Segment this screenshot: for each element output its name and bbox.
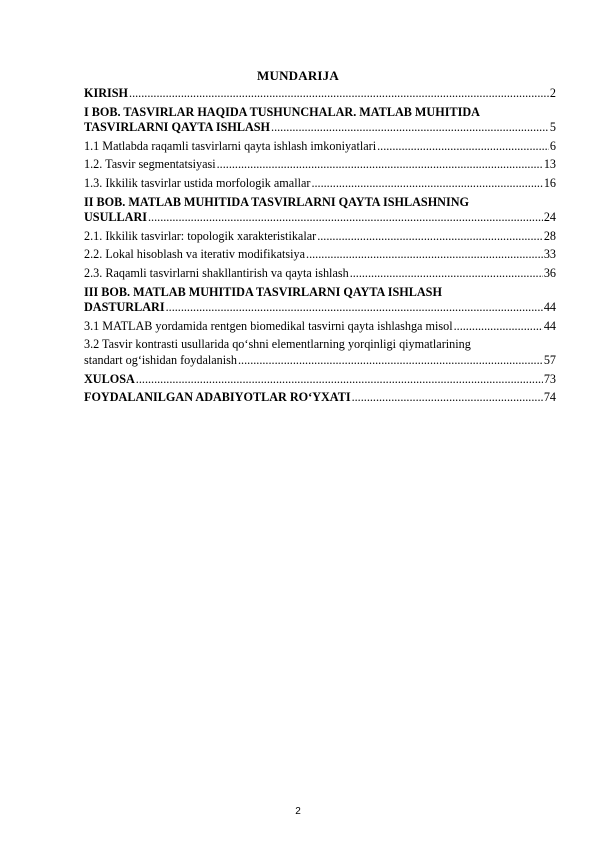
toc-page-number: 16 [543,175,556,190]
toc-page-number: 44 [543,318,556,333]
toc-page-number: 6 [549,138,556,153]
toc-entry-1-2[interactable] [84,157,556,173]
toc-page-number: 13 [543,157,556,172]
toc-entry-1-1[interactable] [84,139,556,155]
toc-page-number: 57 [543,352,556,367]
toc-page-number: 36 [543,265,556,280]
page-number: 2 [295,806,301,817]
dot-leader [148,210,543,226]
toc-entry-text: TASVIRLARNI QAYTA ISHLASH [84,120,271,135]
toc-entry-1-3[interactable] [84,176,556,192]
dot-leader [350,266,543,282]
toc-page-number: 5 [549,120,556,135]
toc-entry-2-2[interactable] [84,247,556,263]
toc-entry-text: 3.1 MATLAB yordamida rentgen biomedikal tasvirni qayta ishlashga misol [84,318,453,333]
dot-leader [311,176,542,192]
table-of-contents [84,86,556,406]
toc-entry-kirish[interactable] [84,86,556,102]
toc-entry-text-line1: 3.2 Tasvir kontrasti usullarida qo‘shni elementlarning yorqinligi qiymatlarining [84,337,471,352]
dot-leader [352,390,543,406]
toc-entry-text: 2.1. Ikkilik tasvirlar: topologik xarakteristikalar [84,228,317,243]
toc-entry-text: 1.3. Ikkilik tasvirlar ustida morfologik amallar [84,175,311,190]
toc-entry-text: DASTURLARI [84,300,165,315]
toc-entry-text-line1: III BOB. MATLAB MUHITIDA TASVIRLARNI QAYTA ISHLASH [84,284,442,299]
toc-entry-text: 2.3. Raqamli tasvirlarni shakllantirish va qayta ishlash [84,265,349,280]
toc-entry-2-1[interactable] [84,229,556,245]
toc-entry-text: XULOSA [84,371,135,386]
toc-page-number: 33 [543,247,556,262]
dot-leader [377,139,549,155]
toc-page-number: 73 [543,371,556,386]
toc-page-number: 74 [543,390,556,405]
toc-entry-chapter-2[interactable] [84,195,556,226]
dot-leader [217,157,543,173]
toc-title: MUNDARIJA [257,68,339,83]
dot-leader [454,319,543,335]
toc-entry-text: KIRISH [84,86,129,100]
dot-leader [129,86,549,102]
dot-leader [136,372,543,388]
dot-leader [317,229,543,245]
dot-leader [306,247,543,263]
dot-leader [166,300,543,316]
toc-page-number: 28 [543,228,556,243]
toc-page-number: 24 [543,210,556,225]
toc-page-number: 2 [549,86,556,100]
toc-entry-text: 2.2. Lokal hisoblash va iterativ modifikatsiya [84,247,306,262]
dot-leader [238,353,543,369]
toc-entry-references[interactable] [84,390,556,406]
toc-entry-3-2[interactable] [84,337,556,368]
toc-entry-text: FOYDALANILGAN ADABIYOTLAR RO‘YXATI [84,390,351,405]
toc-page-number: 44 [543,300,556,315]
toc-entry-chapter-3[interactable] [84,285,556,316]
toc-entry-xulosa[interactable] [84,372,556,388]
toc-entry-text: 1.1 Matlabda raqamli tasvirlarni qayta ishlash imkoniyatlari [84,138,377,153]
toc-entry-text: USULLARI [84,210,147,225]
toc-entry-3-1[interactable] [84,319,556,335]
toc-entry-chapter-1[interactable] [84,105,556,136]
toc-entry-2-3[interactable] [84,266,556,282]
toc-entry-text-line1: II BOB. MATLAB MUHITIDA TASVIRLARNI QAYTA ISHLASHNING [84,194,470,209]
toc-entry-text-line1: I BOB. TASVIRLAR HAQIDA TUSHUNCHALAR. MATLAB MUHITIDA [84,104,480,119]
dot-leader [271,120,549,136]
toc-entry-text: 1.2. Tasvir segmentatsiyasi [84,157,216,172]
toc-entry-text: standart og‘ishidan foydalanish [84,352,237,367]
